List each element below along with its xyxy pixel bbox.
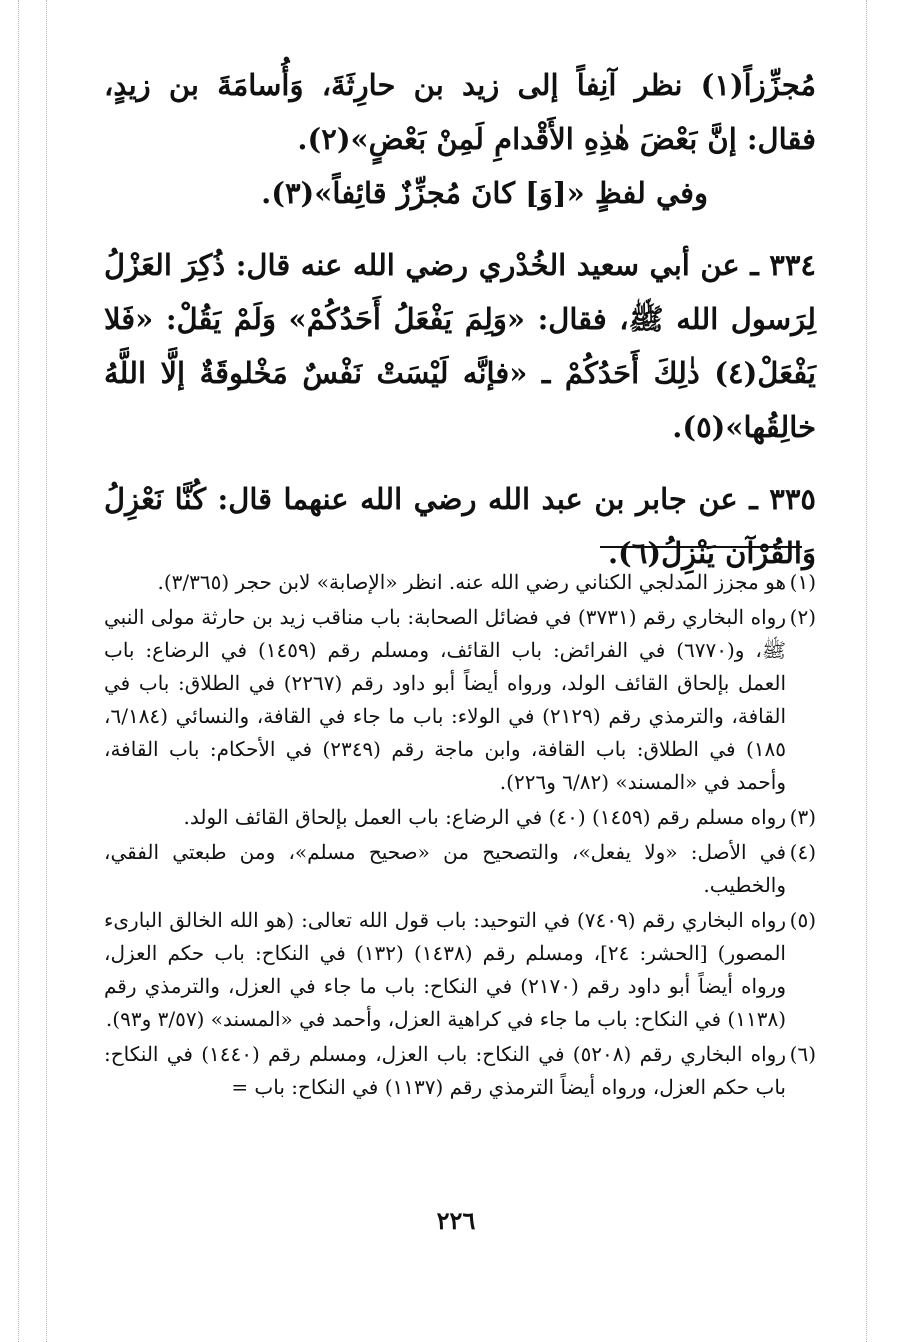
footnote-5 <box>104 904 816 1036</box>
paragraph-2: وفي لفظٍ «[وَ] كانَ مُجزِّزٌ قائِفاً»(٣). <box>261 176 708 210</box>
footnote-number: (٥) <box>789 908 816 932</box>
footnote-text: رواه البخاري رقم (٥٢٠٨) في النكاح: باب العزل، ومسلم رقم (١٤٤٠) في النكاح: باب حكم العزل، ورواه أيضاً الترمذي رقم (١١٣٧) في النكاح: باب = <box>104 1042 786 1099</box>
main-text <box>104 58 816 580</box>
hadith-335: ٣٣٥ ـ عن جابر بن عبد الله رضي الله عنهما قال: كُنَّا نَعْزِلُ وَالقُرْآن يَنْزِلُ(٦). <box>104 482 816 570</box>
footnote-number: (٤) <box>789 840 816 864</box>
hadith-334: ٣٣٤ ـ عن أبي سعيد الخُدْري رضي الله عنه قال: ذُكِرَ العَزْلُ لِرَسول الله ﷺ، فقال: «وَلِمَ يَفْعَلُ أَحَدُكُمْ» وَلَمْ يَقُلْ: «فَلا يَفْعَلْ(٤) ذٰلِكَ أَحَدُكُمْ ـ «فإنَّه لَيْسَتْ نَفْسٌ مَخْلوقَةٌ إلَّا اللَّهُ خالِقُها»(٥). <box>104 248 816 444</box>
footnotes <box>104 566 816 1106</box>
footnote-number: (٢) <box>789 605 816 629</box>
footnote-number: (٦) <box>789 1042 816 1066</box>
footnote-separator <box>600 546 802 548</box>
footnote-text: رواه البخاري رقم (٧٤٠٩) في التوحيد: باب قول الله تعالى: (هو الله الخالق البارىء المصور) [الحشر: ٢٤]، ومسلم رقم (١٤٣٨) (١٣٢) في النكاح: باب حكم العزل، ورواه أيضاً أبو داود رقم (٢١٧٠) في النكاح: باب ما جاء في العزل، والترمذي رقم (١١٣٨) في النكاح: باب ما جاء في كراهية العزل، وأحمد في «المسند» (٣/٥٧ و٩٣). <box>104 908 787 1031</box>
scan-border-right <box>866 0 867 1342</box>
footnote-6 <box>104 1038 816 1104</box>
scan-border-left <box>18 0 19 1342</box>
scan-border-left-inner <box>46 0 47 1342</box>
footnote-3 <box>104 801 816 834</box>
footnote-text: هو مجزز المدلجي الكناني رضي الله عنه. انظر «الإصابة» لابن حجر (٣/٣٦٥). <box>157 570 786 594</box>
page-number: ٢٢٦ <box>436 1206 476 1235</box>
footnote-2 <box>104 601 816 799</box>
footnote-text: في الأصل: «ولا يفعل»، والتصحيح من «صحيح مسلم»، ومن طبعتي الفقي، والخطيب. <box>104 840 787 897</box>
footnote-4 <box>104 836 816 902</box>
footnote-text: رواه البخاري رقم (٣٧٣١) في فضائل الصحابة: باب مناقب زيد بن حارثة مولى النبي ﷺ، و(٦٧٧٠) في الفرائض: باب القائف، ومسلم رقم (١٤٥٩) في الرضاع: باب العمل بإلحاق القائف الولد، ورواه أيضاً أبو داود رقم (٢٢٦٧) في الطلاق: باب في القافة، والترمذي رقم (٢١٢٩) في الولاء: باب ما جاء في القافة، والنسائي (٦/١٨٤، ١٨٥) في الطلاق: باب القافة، وابن ماجة رقم (٢٣٤٩) في الأحكام: باب القافة، وأحمد في «المسند» (٦/٨٢ و٢٢٦). <box>104 605 787 794</box>
footnote-number: (٣) <box>789 805 816 829</box>
paragraph-1: مُجزِّزاً(١) نظر آنِفاً إلى زيد بن حارِثَةَ، وَأُسامَةَ بن زيدٍ، فقال: إنَّ بَعْضَ هٰذِهِ الأَقْدامِ لَمِنْ بَعْضٍ»(٢). <box>104 68 816 156</box>
footnote-1 <box>104 566 816 599</box>
footnote-text: رواه مسلم رقم (١٤٥٩) (٤٠) في الرضاع: باب العمل بإلحاق القائف الولد. <box>183 805 786 829</box>
footnote-number: (١) <box>789 570 816 594</box>
